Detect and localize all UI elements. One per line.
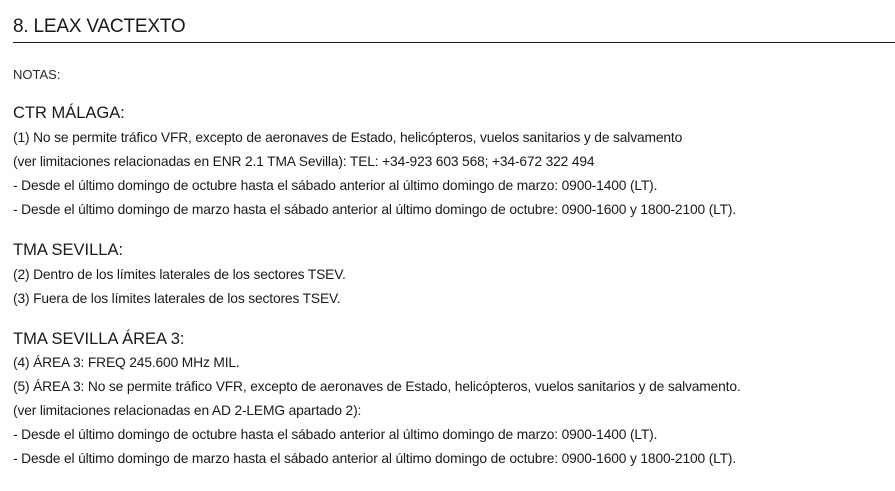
note-line: (4) ÁREA 3: FREQ 245.600 MHz MIL.	[13, 355, 240, 370]
note-line: - Desde el último domingo de octubre hasta el sábado anterior al último domingo de marzo: 0900-1400 (LT).	[13, 427, 658, 442]
section-heading-ctr-malaga: CTR MÁLAGA:	[13, 104, 125, 122]
notes-label: NOTAS:	[13, 67, 61, 82]
section-heading-tma-sevilla-area-3: TMA SEVILLA ÁREA 3:	[13, 330, 185, 348]
note-line: (1) No se permite tráfico VFR, excepto de aeronaves de Estado, helicópteros, vuelos sanitarios y de salvamento	[13, 130, 683, 145]
title-underline	[13, 42, 895, 43]
note-line: - Desde el último domingo de marzo hasta el sábado anterior al último domingo de octubre: 0900-1600 y 1800-2100 (LT).	[13, 451, 737, 466]
section-heading-tma-sevilla: TMA SEVILLA:	[13, 241, 124, 259]
note-line: - Desde el último domingo de marzo hasta el sábado anterior al último domingo de octubre: 0900-1600 y 1800-2100 (LT).	[13, 202, 737, 217]
note-line: (ver limitaciones relacionadas en AD 2-LEMG apartado 2):	[13, 403, 362, 418]
note-line: (5) ÁREA 3: No se permite tráfico VFR, excepto de aeronaves de Estado, helicópteros, vuelos sanitarios y de salvamento.	[13, 379, 741, 394]
note-line: (ver limitaciones relacionadas en ENR 2.1 TMA Sevilla): TEL: +34-923 603 568; +34-672 322 494	[13, 154, 595, 169]
note-line: (2) Dentro de los límites laterales de los sectores TSEV.	[13, 267, 346, 282]
note-line: - Desde el último domingo de octubre hasta el sábado anterior al último domingo de marzo: 0900-1400 (LT).	[13, 178, 658, 193]
page-title: 8. LEAX VACTEXTO	[13, 16, 186, 37]
note-line: (3) Fuera de los límites laterales de los sectores TSEV.	[13, 291, 341, 306]
